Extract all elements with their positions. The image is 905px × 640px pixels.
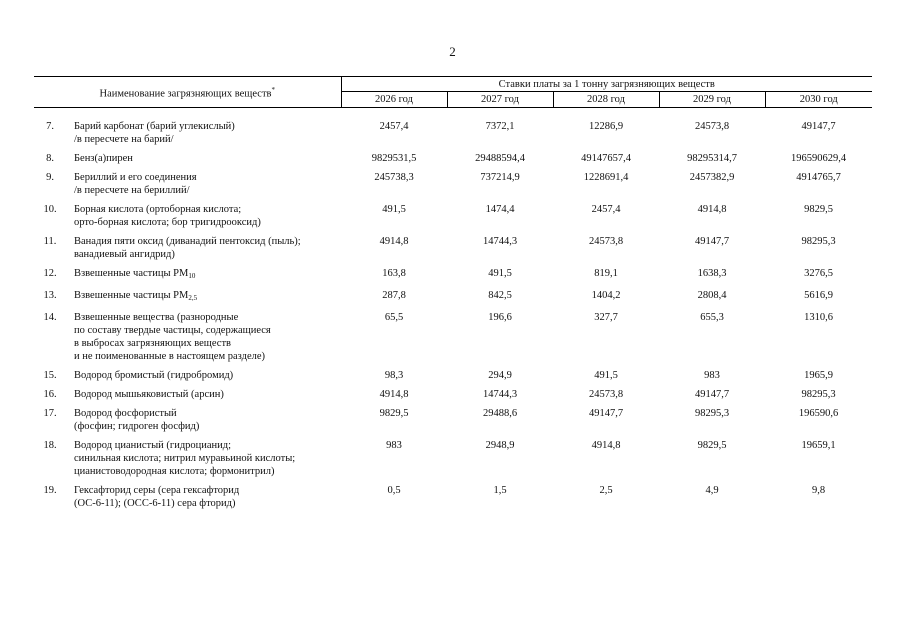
rate-value: 196,6 xyxy=(488,312,512,323)
rate-value: 49147,7 xyxy=(588,408,624,419)
rate-value: 9829531,5 xyxy=(371,153,417,164)
table-row xyxy=(34,311,872,369)
rate-value: 491,5 xyxy=(594,370,618,381)
header-year: 2026 год xyxy=(341,92,447,108)
rate-value: 2948,9 xyxy=(485,440,515,451)
rate-value: 14744,3 xyxy=(482,389,518,400)
page-number: 2 xyxy=(449,44,456,59)
table-row xyxy=(34,171,872,203)
header-year: 2028 год xyxy=(553,92,659,108)
row-number: 9. xyxy=(46,172,54,183)
rate-value: 49147657,4 xyxy=(581,153,631,164)
row-number: 8. xyxy=(46,153,54,164)
rate-value: 4914,8 xyxy=(379,389,409,400)
table-row xyxy=(34,484,872,516)
rate-value: 1474,4 xyxy=(485,204,515,215)
header-year: 2027 год xyxy=(447,92,553,108)
table-row xyxy=(34,289,872,311)
table-row xyxy=(34,267,872,289)
rate-value: 1228691,4 xyxy=(583,172,629,183)
rate-value: 163,8 xyxy=(382,268,406,279)
row-number: 16. xyxy=(43,389,57,400)
rate-value: 294,9 xyxy=(488,370,512,381)
pollutant-name: Ванадия пяти оксид (диванадий пентоксид (пыль); ванадиевый ангидрид) xyxy=(74,236,301,260)
rate-value: 737214,9 xyxy=(480,172,520,183)
rate-value: 4914765,7 xyxy=(796,172,841,183)
rate-value: 24573,8 xyxy=(588,389,624,400)
rate-value: 98295,3 xyxy=(801,389,836,400)
rate-value: 49147,7 xyxy=(694,389,730,400)
row-number: 11. xyxy=(43,236,57,247)
rate-value: 1965,9 xyxy=(804,370,833,381)
table-row xyxy=(34,120,872,152)
pollutant-name: Взвешенные вещества (разнородные по составу твердые частицы, содержащиеся в выбросах загрязняющих веществ и не поименованные в настоящем разделе) xyxy=(74,312,271,362)
rate-value: 287,8 xyxy=(382,290,406,301)
row-number: 14. xyxy=(43,312,57,323)
rate-value: 1404,2 xyxy=(591,290,621,301)
rate-value: 49147,7 xyxy=(801,121,836,132)
rate-value: 7372,1 xyxy=(485,121,515,132)
table-row xyxy=(34,203,872,235)
rate-value: 1638,3 xyxy=(697,268,727,279)
pollutant-name: Бенз(а)пирен xyxy=(74,153,133,164)
header-pollutant-name: Наименование загрязняющих веществ* xyxy=(34,77,341,108)
pollutant-name: Водород цианистый (гидроцианид; синильная кислота; нитрил муравьиной кислоты; цианистоводородная кислота; формонитрил) xyxy=(74,440,296,477)
rate-value: 29488,6 xyxy=(482,408,518,419)
table-row xyxy=(34,407,872,439)
rate-value: 65,5 xyxy=(384,312,404,323)
table-row xyxy=(34,388,872,407)
pollutant-rates-table xyxy=(34,76,872,516)
rate-value: 4914,8 xyxy=(591,440,621,451)
row-number: 15. xyxy=(43,370,57,381)
rate-value: 5616,9 xyxy=(804,290,833,301)
pollutant-name: Барий карбонат (барий углекислый) /в пересчете на барий/ xyxy=(74,121,235,145)
rate-value: 9,8 xyxy=(811,485,826,496)
rate-value: 655,3 xyxy=(700,312,724,323)
rate-value: 1310,6 xyxy=(804,312,833,323)
rate-value: 24573,8 xyxy=(588,236,624,247)
rate-value: 196590629,4 xyxy=(790,153,847,164)
table-row xyxy=(34,152,872,171)
pollutant-name: Водород фосфористый (фосфин; гидроген фосфид) xyxy=(74,408,200,432)
pollutant-name: Водород мышьяковистый (арсин) xyxy=(74,389,224,400)
rate-value: 3276,5 xyxy=(804,268,833,279)
rate-value: 327,7 xyxy=(594,312,618,323)
rate-value: 2457382,9 xyxy=(689,172,735,183)
rate-value: 983 xyxy=(704,370,720,381)
rate-value: 98,3 xyxy=(384,370,404,381)
pollutant-name: Взвешенные частицы $PM_{10}$ xyxy=(74,268,196,280)
rate-value: 491,5 xyxy=(382,204,406,215)
rate-value: 983 xyxy=(386,440,402,451)
table-row xyxy=(34,235,872,267)
rate-value: 98295314,7 xyxy=(687,153,737,164)
rate-value: 0,5 xyxy=(387,485,401,496)
rate-value: 19659,1 xyxy=(801,440,836,451)
row-number: 17. xyxy=(43,408,57,419)
rate-value: 98295,3 xyxy=(801,236,836,247)
row-number: 19. xyxy=(43,485,57,496)
rate-value: 491,5 xyxy=(488,268,512,279)
rate-value: 14744,3 xyxy=(482,236,518,247)
pollutant-name: Борная кислота (ортоборная кислота; орто-борная кислота; бор тригидрооксид) xyxy=(74,204,261,228)
rate-value: 196590,6 xyxy=(798,408,839,419)
pollutant-name: Гексафторид серы (сера гексафторид (ОС-6-11); (ОСС-6-11) сера фторид) xyxy=(74,485,240,509)
rate-value: 2,5 xyxy=(599,485,613,496)
rate-value: 9829,5 xyxy=(697,440,727,451)
rate-value: 29488594,4 xyxy=(475,153,525,164)
rate-value: 4914,8 xyxy=(697,204,727,215)
table-row xyxy=(34,439,872,484)
rate-value: 24573,8 xyxy=(694,121,730,132)
rate-value: 4,9 xyxy=(705,485,719,496)
rate-value: 9829,5 xyxy=(804,204,833,215)
header-year: 2029 год xyxy=(659,92,765,108)
pollutant-name: Водород бромистый (гидробромид) xyxy=(74,370,234,381)
table-row xyxy=(34,369,872,388)
rate-value: 9829,5 xyxy=(379,408,409,419)
rate-value: 1,5 xyxy=(493,485,507,496)
rate-value: 819,1 xyxy=(594,268,618,279)
row-number: 10. xyxy=(43,204,57,215)
rate-value: 98295,3 xyxy=(694,408,730,419)
rate-value: 245738,3 xyxy=(374,172,414,183)
row-number: 18. xyxy=(43,440,57,451)
rate-value: 2457,4 xyxy=(379,121,409,132)
pollutant-name: Взвешенные частицы $PM_{2,5}$ xyxy=(74,290,198,302)
rate-value: 4914,8 xyxy=(379,236,409,247)
rate-value: 842,5 xyxy=(488,290,512,301)
header-year: 2030 год xyxy=(765,92,872,108)
rate-value: 2457,4 xyxy=(591,204,621,215)
row-number: 13. xyxy=(43,290,57,301)
rate-value: 12286,9 xyxy=(588,121,624,132)
rate-value: 2808,4 xyxy=(697,290,727,301)
header-rates-group: Ставки платы за 1 тонну загрязняющих веществ xyxy=(341,77,872,92)
rate-value: 49147,7 xyxy=(694,236,730,247)
row-number: 12. xyxy=(43,268,57,279)
row-number: 7. xyxy=(46,121,54,132)
pollutant-name: Бериллий и его соединения /в пересчете на бериллий/ xyxy=(74,172,197,196)
